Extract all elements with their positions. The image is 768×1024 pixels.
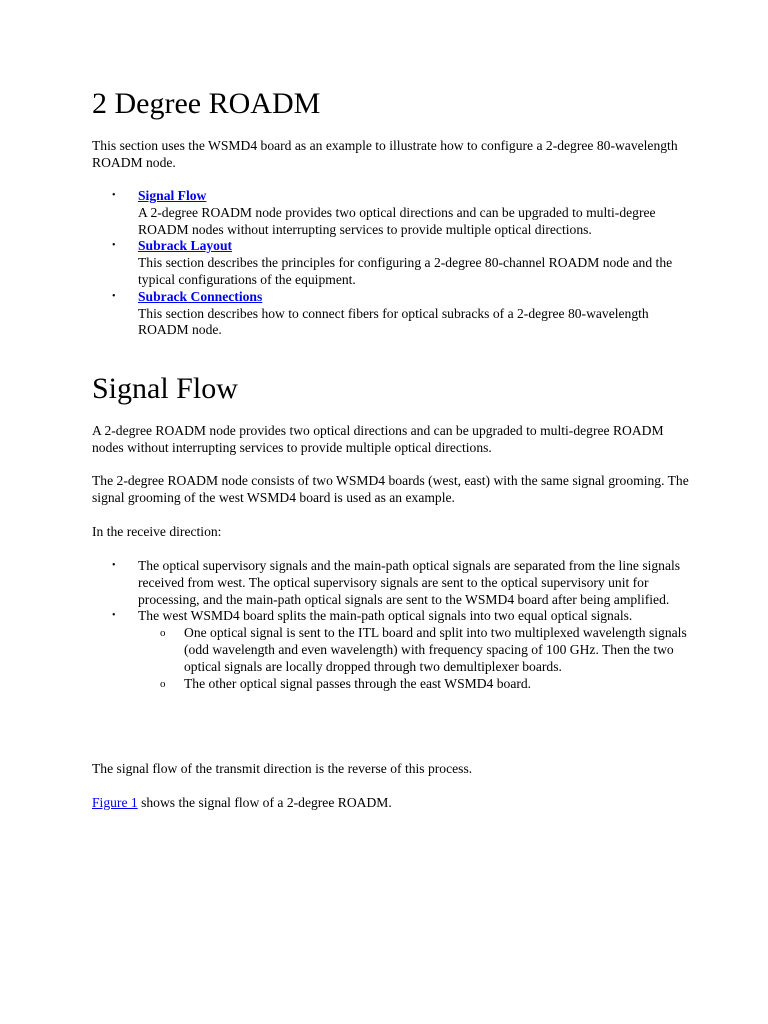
- subrack-connections-link[interactable]: Subrack Connections: [138, 288, 263, 304]
- list-item-text: The west WSMD4 board splits the main-path optical signals into two equal optical signals.: [138, 608, 633, 624]
- toc-item-description: This section describes how to connect fibers for optical subracks of a 2-degree 80-wavelength ROADM node.: [138, 305, 649, 338]
- bullet-icon: •: [112, 290, 116, 302]
- toc-item-subrack-layout: [92, 238, 692, 288]
- circle-bullet-icon: o: [160, 627, 166, 640]
- toc-list: [92, 188, 692, 339]
- toc-item-signal-flow: [92, 188, 692, 238]
- intro-paragraph: This section uses the WSMD4 board as an example to illustrate how to configure a 2-degree 80-wavelength ROADM node.: [92, 138, 678, 170]
- sub-list-item: [138, 625, 692, 675]
- bullet-icon: •: [112, 610, 116, 622]
- toc-item-subrack-connections: [92, 289, 692, 339]
- list-item: [92, 558, 692, 608]
- signal-flow-link[interactable]: Signal Flow: [138, 188, 207, 203]
- toc-item-description: This section describes the principles for configuring a 2-degree 80-channel ROADM node and the typical configurations of the equipment.: [138, 255, 673, 287]
- circle-bullet-icon: o: [160, 677, 166, 690]
- receive-direction-label: In the receive direction:: [92, 524, 222, 539]
- sub-list-item-text: One optical signal is sent to the ITL board and split into two multiplexed wavelength signals (odd wavelength and even wavelength) with frequency spacing of 100 GHz. Then the two optical signals are locally dropped through two demultiplexer boards.: [184, 625, 687, 674]
- sub-list: [138, 625, 692, 692]
- signal-flow-heading: Signal Flow: [92, 372, 238, 405]
- figure-1-link[interactable]: Figure 1: [92, 795, 138, 810]
- transmit-direction-paragraph: The signal flow of the transmit direction is the reverse of this process.: [92, 761, 473, 776]
- toc-item-description: A 2-degree ROADM node provides two optical directions and can be upgraded to multi-degree ROADM nodes without interrupting services to provide multiple optical directions.: [138, 204, 656, 237]
- figure-reference-paragraph: [92, 795, 692, 812]
- page-title: 2 Degree ROADM: [92, 87, 321, 120]
- subrack-layout-link[interactable]: Subrack Layout: [138, 238, 233, 254]
- signal-flow-paragraph-1: A 2-degree ROADM node provides two optical directions and can be upgraded to multi-degree ROADM nodes without interrupting services to provide multiple optical directions.: [92, 423, 664, 455]
- bullet-icon: •: [112, 240, 116, 252]
- figure-reference-text: shows the signal flow of a 2-degree ROADM.: [137, 795, 392, 810]
- sub-list-item: [138, 676, 692, 693]
- list-item: [92, 608, 692, 692]
- receive-direction-list: [92, 558, 692, 692]
- bullet-icon: •: [112, 190, 116, 201]
- bullet-icon: •: [112, 560, 116, 571]
- sub-list-item-text: The other optical signal passes through the east WSMD4 board.: [184, 675, 532, 691]
- signal-flow-paragraph-2: The 2-degree ROADM node consists of two WSMD4 boards (west, east) with the same signal grooming. The signal grooming of the west WSMD4 board is used as an example.: [92, 473, 689, 505]
- list-item-text: The optical supervisory signals and the main-path optical signals are separated from the line signals received from west. The optical supervisory signals are sent to the optical supervisory unit for processing, and the main-path optical signals are sent to the WSMD4 board after being amplified.: [138, 558, 681, 607]
